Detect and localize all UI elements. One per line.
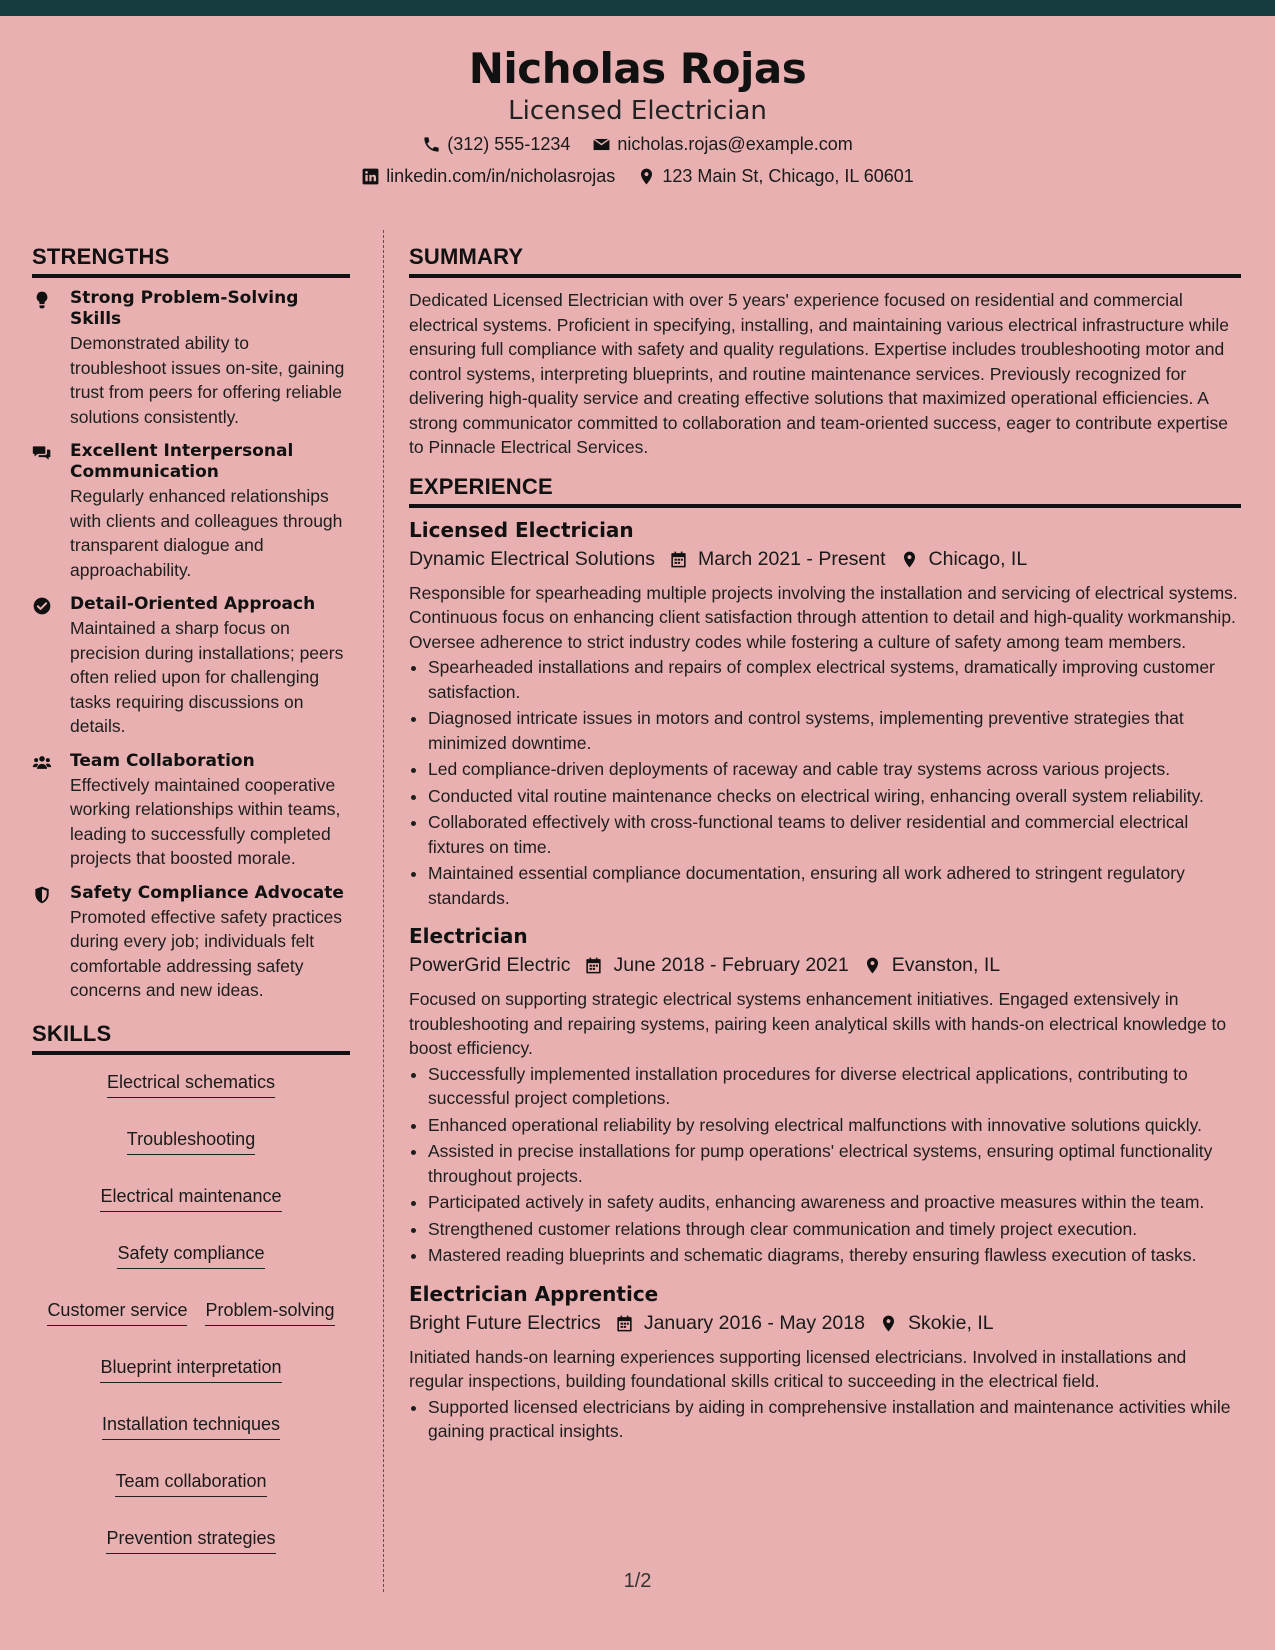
job-bullets (409, 1395, 1241, 1444)
summary-heading: SUMMARY (409, 244, 1241, 278)
job-location: Chicago, IL (928, 547, 1028, 570)
strengths-section (32, 244, 350, 1003)
strength-title: Detail-Oriented Approach (70, 594, 316, 614)
job-company: Dynamic Electrical Solutions (409, 547, 656, 570)
summary-section (409, 244, 1241, 460)
strength-title: Team Collaboration (70, 750, 255, 771)
skill-tag: Electrical maintenance (100, 1185, 281, 1212)
job-description: Responsible for spearheading multiple projects involving the installation and servicing of electrical systems. Continuous focus on enhancing client satisfaction through attention to detail and high-quality workmanship. Oversee adherence to strict industry codes while fostering a culture of safety among team members. (409, 582, 1238, 652)
job-bullet: • Collaborated effectively with cross-functional teams to deliver residential and commercial electrical fixtures on time. (428, 810, 1241, 859)
job-meta (409, 1312, 1241, 1335)
map-pin-icon (879, 1314, 898, 1333)
job-bullet: • Mastered reading blueprints and schematic diagrams, thereby ensuring flawless execution of tasks. (428, 1243, 1241, 1268)
job-bullet: • Successfully implemented installation procedures for diverse electrical applications, contributing to successful project completions. (428, 1062, 1241, 1111)
job-bullet: • Strengthened customer relations through clear communication and timely project execution. (428, 1217, 1241, 1242)
strength-description: Promoted effective safety practices during every job; individuals felt comfortable addressing safety concerns and new ideas. (70, 906, 343, 1000)
phone-text: (312) 555-1234 (447, 134, 571, 154)
page-number: 1/2 (623, 1570, 652, 1592)
candidate-name: Nicholas Rojas (468, 44, 807, 93)
left-column (32, 244, 350, 1554)
linkedin-text: linkedin.com/in/nicholasrojas (386, 166, 616, 186)
job-title: Electrician Apprentice (409, 1281, 659, 1306)
skill-tag: Team collaboration (115, 1470, 266, 1497)
strength-item (32, 594, 350, 739)
job-dates: January 2016 - May 2018 (643, 1311, 865, 1334)
comments-icon (32, 443, 52, 463)
job-location: Evanston, IL (891, 954, 1001, 976)
job-bullet: • Conducted vital routine maintenance checks on electrical wiring, enhancing overall system reliability. (428, 784, 1241, 809)
skill-list (32, 1065, 350, 1554)
job-meta (409, 548, 1241, 571)
skill-tag: Electrical schematics (107, 1071, 275, 1098)
skills-heading: SKILLS (32, 1021, 350, 1055)
skill-tag: Installation techniques (102, 1413, 280, 1440)
summary-text: Dedicated Licensed Electrician with over 5 years' experience focused on residential and commercial electrical systems. Proficient in specifying, installing, and maintaining various electrical infrastructure while ensuring full compliance with safety and quality regulations. Expertise includes troubleshooting motor and control systems, interpreting blueprints, and routine maintenance services. Previously recognized for delivering high-quality service and creating effective solutions that maximized operational efficiencies. A strong communicator committed to collaboration and team-oriented success, eager to contribute expertise to Pinnacle Electrical Services. (409, 290, 1229, 457)
envelope-icon (592, 135, 611, 154)
contact-row-primary (0, 134, 1275, 155)
calendar-icon (584, 956, 603, 975)
linkedin-icon (361, 167, 380, 186)
contact-email[interactable] (592, 134, 852, 155)
job-bullet: • Enhanced operational reliability by resolving electrical malfunctions with innovative solutions quickly. (428, 1113, 1241, 1138)
address-text: 123 Main St, Chicago, IL 60601 (662, 166, 914, 186)
job-description: Focused on supporting strategic electrical systems enhancement initiatives. Engaged extensively in troubleshooting and repairing systems, pairing keen analytical skills with hands-on electrical knowledge to boost efficiency. (409, 989, 1227, 1058)
contact-address (637, 166, 914, 187)
job-dates: June 2018 - February 2021 (613, 954, 849, 976)
experience-heading: EXPERIENCE (409, 474, 1241, 508)
top-accent-bar (0, 0, 1275, 16)
right-column (409, 244, 1241, 1458)
strengths-heading: STRENGTHS (32, 244, 350, 278)
strength-description: Effectively maintained cooperative working relationships within teams, leading to successfully completed projects that boosted morale. (70, 774, 341, 868)
job-company: Bright Future Electrics (409, 1311, 601, 1334)
job-entry (409, 1282, 1241, 1444)
skill-tag: Blueprint interpretation (100, 1356, 281, 1383)
experience-section (409, 474, 1241, 1444)
skill-tag: Safety compliance (117, 1242, 264, 1269)
job-bullet: • Led compliance-driven deployments of raceway and cable tray systems across various projects. (428, 757, 1241, 782)
skill-tag: Prevention strategies (106, 1527, 275, 1554)
job-company: PowerGrid Electric (409, 954, 571, 976)
skill-tag: Customer service (47, 1299, 187, 1326)
strength-item (32, 751, 350, 871)
map-pin-icon (637, 167, 656, 186)
job-bullet: • Spearheaded installations and repairs of complex electrical systems, dramatically improving customer satisfaction. (428, 655, 1241, 704)
strength-title: Strong Problem-Solving Skills (70, 288, 299, 329)
strength-description: Regularly enhanced relationships with clients and colleagues through transparent dialogue and approachability. (70, 486, 343, 580)
job-bullets (409, 655, 1241, 910)
calendar-icon (669, 550, 688, 569)
job-bullet: • Assisted in precise installations for pump operations' electrical systems, ensuring optimal functionality throughout projects. (428, 1139, 1241, 1188)
strength-title: Excellent Interpersonal Communication (70, 441, 294, 482)
resume-header (0, 16, 1275, 204)
map-pin-icon (900, 550, 919, 569)
job-meta (409, 954, 1241, 977)
calendar-icon (615, 1314, 634, 1333)
job-dates: March 2021 - Present (698, 547, 886, 570)
skill-tag: Problem-solving (205, 1299, 334, 1326)
contact-linkedin[interactable] (361, 166, 615, 187)
shield-icon (32, 885, 52, 905)
users-icon (32, 753, 52, 773)
job-entry (409, 924, 1241, 1268)
candidate-title: Licensed Electrician (508, 96, 767, 126)
email-text: nicholas.rojas@example.com (617, 134, 853, 154)
column-divider (383, 230, 384, 1592)
job-bullets (409, 1062, 1241, 1268)
map-pin-icon (863, 956, 882, 975)
contact-phone[interactable] (422, 134, 570, 155)
job-bullet: • Maintained essential compliance documentation, ensuring all work adhered to stringent regulatory standards. (428, 861, 1241, 910)
strength-title: Safety Compliance Advocate (70, 882, 344, 903)
phone-icon (422, 135, 441, 154)
skills-section (32, 1021, 350, 1554)
skill-tag: Troubleshooting (127, 1128, 255, 1155)
strength-description: Demonstrated ability to troubleshoot issues on-site, gaining trust from peers for offering reliable solutions consistently. (70, 333, 345, 427)
strength-item (32, 441, 350, 582)
job-bullet: • Participated actively in safety audits, enhancing awareness and proactive measures within the team. (428, 1190, 1241, 1215)
contact-row-secondary (0, 166, 1275, 187)
lightbulb-icon (32, 290, 52, 310)
job-title: Electrician (409, 924, 528, 948)
strength-item (32, 883, 350, 1003)
job-description: Initiated hands-on learning experiences supporting licensed electricians. Involved in installations and regular inspections, building foundational skills critical to succeeding in the electrical field. (409, 1346, 1187, 1391)
strength-description: Maintained a sharp focus on precision during installations; peers often relied upon for challenging tasks requiring discussions on details. (70, 618, 344, 736)
job-entry (409, 518, 1241, 911)
job-location: Skokie, IL (907, 1311, 994, 1334)
strength-item (32, 288, 350, 429)
job-bullet: • Diagnosed intricate issues in motors and control systems, implementing preventive strategies that minimized downtime. (428, 706, 1241, 755)
job-title: Licensed Electrician (409, 517, 634, 542)
check-circle-icon (32, 596, 52, 616)
job-bullet: • Supported licensed electricians by aiding in comprehensive installation and maintenance activities while gaining practical insights. (428, 1395, 1241, 1444)
